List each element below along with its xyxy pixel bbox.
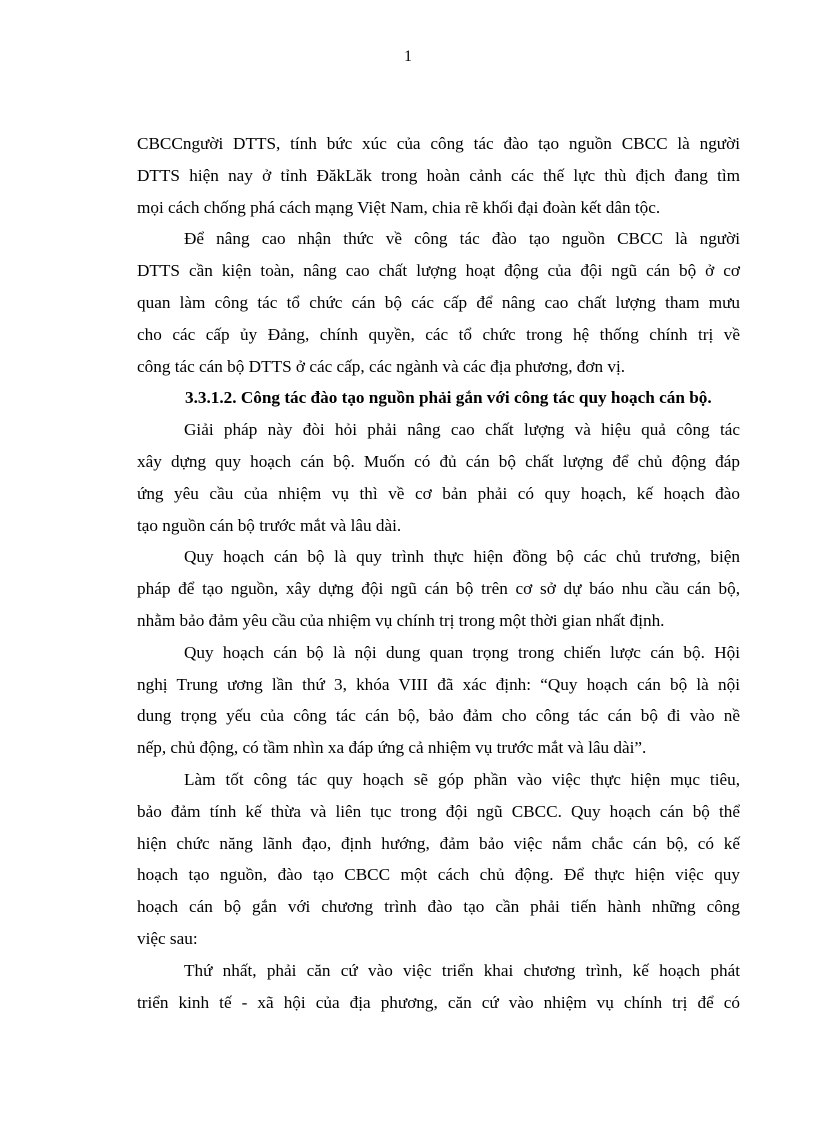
text-line: dung trọng yếu của công tác cán bộ, bảo đảm cho công tác cán bộ đi vào nề [137,706,740,726]
text-line: tạo nguồn cán bộ trước mắt và lâu dài. [137,515,402,535]
text-line: ứng yêu cầu của nhiệm vụ thì về cơ bản phải có quy hoạch, kế hoạch đào [137,483,740,503]
text-line: Giải pháp này đòi hỏi phải nâng cao chất lượng và hiệu quả công tác [184,420,740,440]
text-line: Làm tốt công tác quy hoạch sẽ góp phần vào việc thực hiện mục tiêu, [184,769,740,789]
text-line: DTTS cần kiện toàn, nâng cao chất lượng hoạt động của đội ngũ cán bộ ở cơ [137,261,740,281]
text-line: cho các cấp ủy Đảng, chính quyền, các tổ chức trong hệ thống chính trị về [137,324,740,344]
text-line: xây dựng quy hoạch cán bộ. Muốn có đủ cán bộ chất lượng để chủ động đáp [137,451,740,471]
document-body [137,128,740,1018]
text-line: triển kinh tế - xã hội của địa phương, căn cứ vào nhiệm vụ chính trị để có [137,992,740,1012]
text-line: nghị Trung ương lần thứ 3, khóa VIII đã xác định: “Quy hoạch cán bộ là nội [137,674,740,694]
text-line: bảo đảm tính kế thừa và liên tục trong đội ngũ CBCC. Quy hoạch cán bộ thể [137,801,740,821]
section-heading: 3.3.1.2. Công tác đào tạo nguồn phải gắn với công tác quy hoạch cán bộ. [185,388,712,408]
text-line: nếp, chủ động, có tầm nhìn xa đáp ứng cả nhiệm vụ trước mắt và lâu dài”. [137,738,647,758]
text-line: Để nâng cao nhận thức về công tác đào tạo nguồn CBCC là người [184,229,740,249]
text-line: pháp để tạo nguồn, xây dựng đội ngũ cán bộ trên cơ sở dự báo nhu cầu cán bộ, [137,579,740,599]
text-line: hoạch cán bộ gắn với chương trình đào tạo cần phải tiến hành những công [137,897,740,917]
page-number: 1 [404,48,412,65]
text-line: DTTS hiện nay ở tỉnh ĐăkLăk trong hoàn cảnh các thế lực thù địch đang tìm [137,165,740,185]
text-line: CBCCngười DTTS, tính bức xúc của công tác đào tạo nguồn CBCC là người [137,134,740,153]
text-line: mọi cách chống phá cách mạng Việt Nam, chia rẽ khối đại đoàn kết dân tộc. [137,197,661,217]
text-line: Thứ nhất, phải căn cứ vào việc triển khai chương trình, kế hoạch phát [184,960,740,980]
text-line: hoạch tạo nguồn, đào tạo CBCC một cách chủ động. Để thực hiện việc quy [137,865,740,885]
text-line: Quy hoạch cán bộ là nội dung quan trọng trong chiến lược cán bộ. Hội [184,642,740,662]
text-line: Quy hoạch cán bộ là quy trình thực hiện đồng bộ các chủ trương, biện [184,547,740,567]
text-line: nhằm bảo đảm yêu cầu của nhiệm vụ chính trị trong một thời gian nhất định. [137,610,665,630]
text-line: quan làm công tác tổ chức cán bộ các cấp để nâng cao chất lượng tham mưu [137,292,740,312]
text-line: công tác cán bộ DTTS ở các cấp, các ngành và các địa phương, đơn vị. [137,356,626,376]
text-line: việc sau: [137,928,198,948]
text-line: hiện chức năng lãnh đạo, định hướng, đảm bảo việc nắm chắc cán bộ, có kế [137,833,740,853]
